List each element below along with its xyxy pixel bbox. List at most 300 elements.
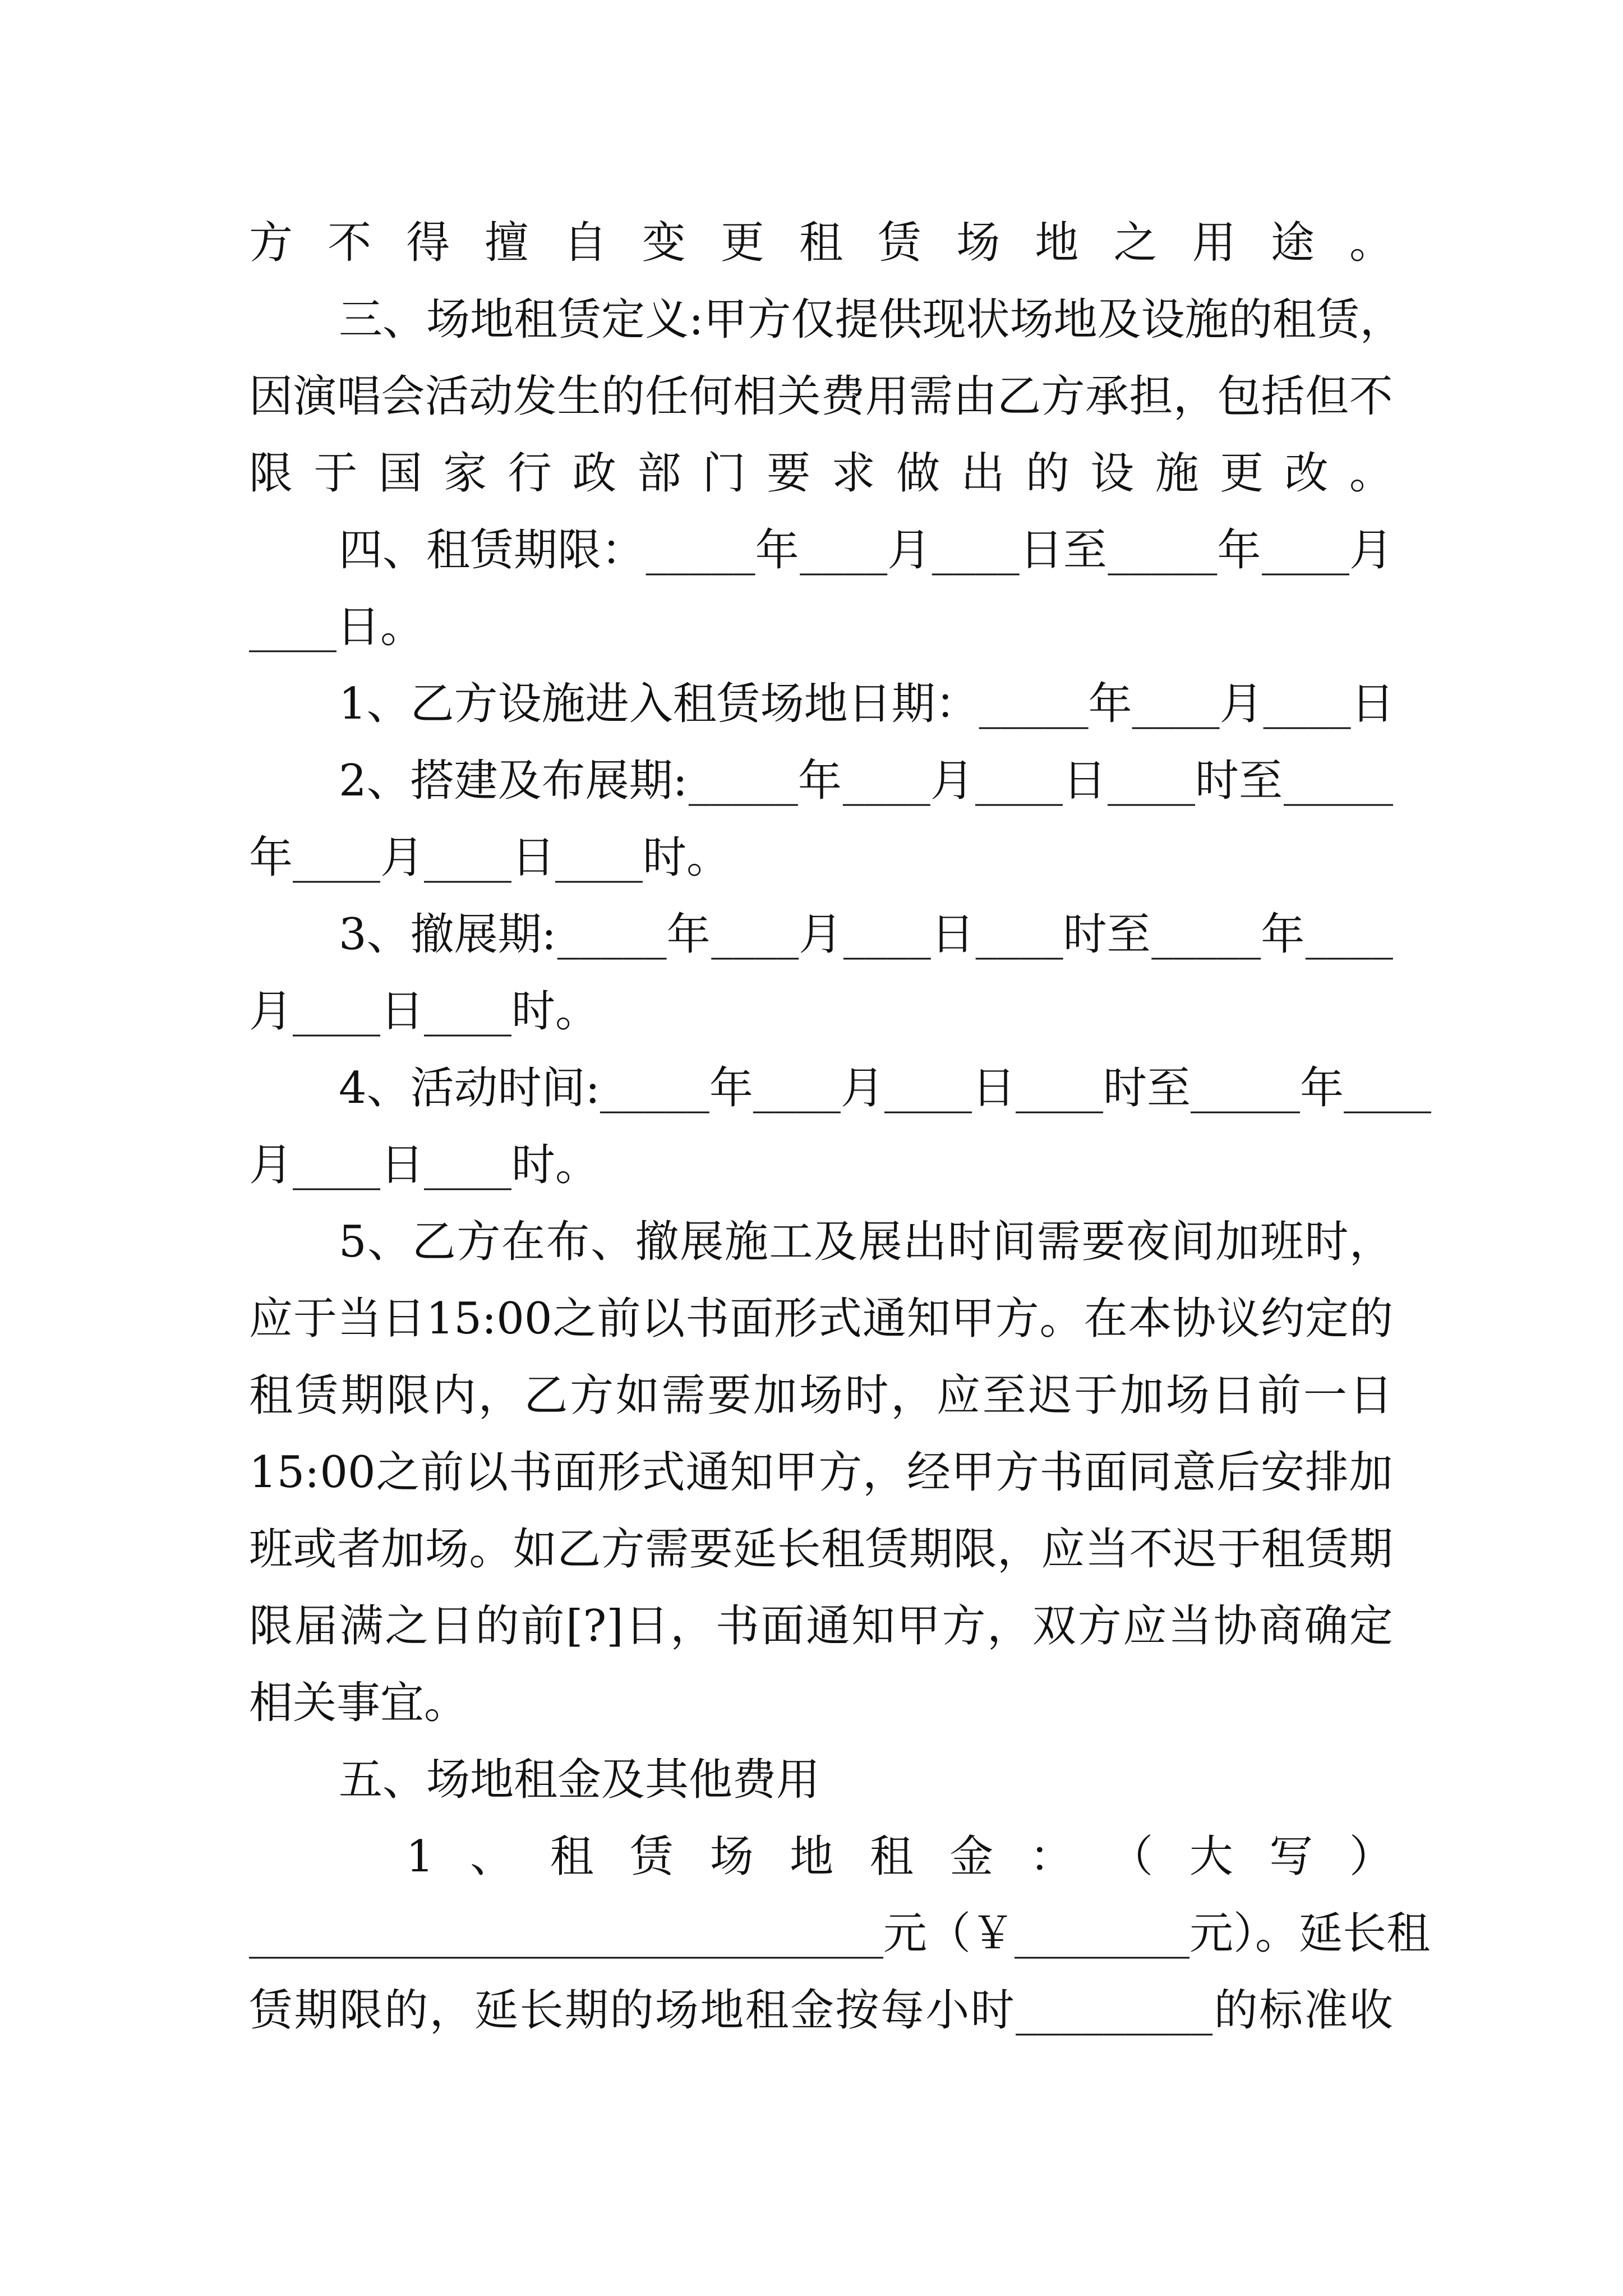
text-segment: 后 bbox=[1216, 1447, 1261, 1498]
text-segment: 式 bbox=[818, 1294, 862, 1344]
text-segment: 于 bbox=[293, 1294, 337, 1344]
text-segment: 赁 bbox=[249, 1985, 293, 2036]
text-segment: 需 bbox=[1036, 1217, 1081, 1267]
text-segment: _____________________________元（￥________元）。延长租 bbox=[249, 1908, 1431, 1959]
text-segment: 协 bbox=[1213, 1601, 1257, 1651]
text-segment: 长 bbox=[519, 1985, 564, 2036]
text-segment: 政 bbox=[573, 448, 617, 499]
text-segment: 方 bbox=[570, 1370, 614, 1421]
text-segment: 1 bbox=[406, 1832, 434, 1882]
text-segment: [?] bbox=[566, 1601, 624, 1651]
text-segment: 部 bbox=[637, 448, 681, 499]
text-segment: 生 bbox=[557, 371, 601, 422]
text-segment: 租 bbox=[1261, 1524, 1305, 1575]
text-segment: 设 bbox=[1141, 295, 1185, 345]
text-segment: 通 bbox=[862, 1294, 906, 1344]
text-segment: 期 bbox=[340, 1370, 385, 1421]
text-segment: 5 bbox=[339, 1217, 367, 1267]
text-segment: 赁 bbox=[865, 1524, 909, 1575]
text-segment: ， bbox=[997, 1524, 1041, 1575]
text-segment: 收 bbox=[1349, 1985, 1393, 2036]
text-segment: 不 bbox=[328, 218, 372, 268]
text-segment: 限 bbox=[386, 1370, 431, 1421]
text-segment: 准 bbox=[1304, 1985, 1348, 2036]
text-segment: 当 bbox=[1085, 1524, 1129, 1575]
text-segment: 场 bbox=[425, 1524, 469, 1575]
text-line-24 bbox=[249, 1972, 1393, 2049]
text-segment: 。 bbox=[469, 1524, 513, 1575]
text-segment: _____年 bbox=[1108, 525, 1261, 576]
text-segment: 更 bbox=[720, 218, 764, 268]
text-line-6 bbox=[249, 589, 1393, 665]
text-segment: 相 bbox=[733, 371, 777, 422]
text-segment: 需 bbox=[909, 371, 953, 422]
text-segment: ， bbox=[1173, 371, 1217, 422]
text-segment: 前 bbox=[520, 1601, 565, 1651]
text-segment: 不 bbox=[1349, 371, 1393, 422]
text-segment: 方 bbox=[747, 295, 791, 345]
text-segment: 定 bbox=[1305, 1294, 1349, 1344]
text-segment: 在 bbox=[501, 1217, 545, 1267]
text-segment: 书 bbox=[715, 1601, 759, 1651]
text-segment: 排 bbox=[1304, 1447, 1349, 1498]
text-segment: ____ bbox=[1343, 1063, 1431, 1114]
text-segment: ， bbox=[1359, 295, 1404, 345]
text-segment: 约 bbox=[1261, 1294, 1305, 1344]
text-segment: 发 bbox=[513, 371, 557, 422]
text-segment: 年____月____日____时。 bbox=[249, 832, 731, 883]
text-segment: 满 bbox=[339, 1601, 384, 1651]
text-segment: 承 bbox=[1085, 371, 1129, 422]
text-segment: 1、乙方设施进入租赁场地日期： bbox=[339, 679, 979, 729]
text-segment: 甲 bbox=[951, 1294, 995, 1344]
text-segment: 及 bbox=[813, 1217, 857, 1267]
text-segment: 方 bbox=[818, 1447, 863, 1498]
text-segment: 得 bbox=[406, 218, 450, 268]
text-segment: 的 bbox=[610, 1985, 654, 2036]
text-segment: 金 bbox=[790, 1985, 834, 2036]
text-segment: 五、场地租金及其他费用 bbox=[339, 1755, 820, 1805]
text-segment: ， bbox=[1349, 1217, 1393, 1267]
text-segment: ， bbox=[429, 1985, 473, 2036]
text-segment: 要 bbox=[689, 1524, 733, 1575]
text-segment: 期 bbox=[1349, 1524, 1393, 1575]
text-segment: ， bbox=[987, 1601, 1031, 1651]
text-segment: 安 bbox=[1261, 1447, 1305, 1498]
text-segment: 应 bbox=[937, 1370, 981, 1421]
text-segment: 如 bbox=[615, 1370, 660, 1421]
text-segment: 大 bbox=[1189, 1832, 1233, 1882]
text-segment: 长 bbox=[777, 1524, 821, 1575]
text-segment: 行 bbox=[508, 448, 552, 499]
text-segment: 、 bbox=[367, 1217, 412, 1267]
text-segment: 夜 bbox=[1126, 1217, 1170, 1267]
text-segment: 本 bbox=[1128, 1294, 1172, 1344]
text-line-22 bbox=[406, 1819, 1393, 1895]
text-segment: 当 bbox=[337, 1294, 381, 1344]
text-segment: 三 bbox=[339, 295, 383, 345]
text-segment: : bbox=[689, 295, 704, 345]
text-segment: 、 bbox=[470, 1832, 514, 1882]
text-segment: 义 bbox=[645, 295, 689, 345]
text-segment: ____月 bbox=[842, 756, 974, 806]
text-segment: 的 bbox=[475, 1601, 519, 1651]
text-segment: 施 bbox=[1155, 448, 1199, 499]
text-segment: 延 bbox=[733, 1524, 777, 1575]
text-segment: 由 bbox=[953, 371, 997, 422]
text-segment: 小 bbox=[925, 1985, 970, 2036]
text-segment: 通 bbox=[806, 1601, 850, 1651]
text-segment: 时 bbox=[970, 1985, 1015, 2036]
text-segment: 供 bbox=[878, 295, 923, 345]
text-segment: （ bbox=[1109, 1832, 1154, 1882]
text-segment: 日 bbox=[1349, 1370, 1393, 1421]
text-segment: 迟 bbox=[1028, 1370, 1072, 1421]
text-segment: 于 bbox=[1074, 1370, 1118, 1421]
text-segment: 甲 bbox=[774, 1447, 818, 1498]
text-segment: 租 bbox=[745, 1985, 789, 2036]
text-segment: 任 bbox=[645, 371, 689, 422]
text-segment: 迟 bbox=[1173, 1524, 1217, 1575]
text-segment: 的 bbox=[1349, 1294, 1393, 1344]
text-segment: 月____日____时。 bbox=[249, 986, 600, 1037]
text-segment: 班 bbox=[249, 1524, 293, 1575]
text-segment: 甲 bbox=[896, 1601, 940, 1651]
text-segment: 施 bbox=[724, 1217, 768, 1267]
text-segment: 变 bbox=[642, 218, 686, 268]
text-segment: 前 bbox=[420, 1447, 464, 1498]
text-segment: 加 bbox=[381, 1524, 425, 1575]
text-segment: 如 bbox=[513, 1524, 557, 1575]
text-segment: 之 bbox=[1113, 218, 1158, 268]
text-segment: 方 bbox=[995, 1294, 1039, 1344]
text-segment: 布 bbox=[546, 1217, 590, 1267]
text-segment: 方 bbox=[942, 1601, 986, 1651]
text-segment: 每 bbox=[880, 1985, 924, 2036]
text-line-17 bbox=[249, 1434, 1393, 1511]
text-line-18 bbox=[249, 1511, 1393, 1588]
text-segment: 届 bbox=[294, 1601, 338, 1651]
text-segment: 需 bbox=[645, 1524, 689, 1575]
text-segment: 标 bbox=[1259, 1985, 1303, 2036]
text-segment: 同 bbox=[1128, 1447, 1172, 1498]
text-segment: 意 bbox=[1172, 1447, 1216, 1498]
text-segment: _____年 bbox=[1190, 1063, 1344, 1114]
text-segment: 4、活动时间: bbox=[339, 1063, 600, 1114]
text-segment: 地 bbox=[1053, 295, 1098, 345]
text-segment: _____年 bbox=[688, 756, 842, 806]
text-line-13 bbox=[249, 1127, 1393, 1203]
text-segment: ： bbox=[1029, 1832, 1073, 1882]
text-segment: 。 bbox=[1349, 218, 1393, 268]
text-segment: 至 bbox=[982, 1370, 1026, 1421]
text-segment: 唱 bbox=[336, 371, 381, 422]
text-segment: 展 bbox=[680, 1217, 724, 1267]
text-segment: 甲 bbox=[703, 295, 748, 345]
text-segment: ， bbox=[891, 1370, 935, 1421]
text-segment: 方 bbox=[995, 1447, 1039, 1498]
text-segment: 2、搭建及布展期: bbox=[339, 756, 688, 806]
text-segment: 乙 bbox=[524, 1370, 568, 1421]
text-segment: ____日 bbox=[884, 1063, 1016, 1114]
text-segment: 更 bbox=[1220, 448, 1264, 499]
text-segment: 求 bbox=[831, 448, 875, 499]
text-segment: 动 bbox=[469, 371, 513, 422]
text-segment: 00 bbox=[320, 1447, 376, 1498]
text-segment: 形 bbox=[597, 1447, 641, 1498]
text-segment: 方 bbox=[457, 1217, 501, 1267]
text-segment: 四、租赁期限： bbox=[339, 525, 645, 576]
text-line-9 bbox=[249, 820, 1393, 896]
text-segment: 仅 bbox=[791, 295, 835, 345]
text-segment: _________ bbox=[1016, 1985, 1213, 2036]
text-segment: 于 bbox=[313, 448, 358, 499]
text-segment: 要 bbox=[767, 448, 811, 499]
text-segment: 赁 bbox=[294, 1370, 339, 1421]
text-segment: 前 bbox=[1257, 1370, 1302, 1421]
text-segment: ____日 bbox=[975, 756, 1106, 806]
text-segment: 的 bbox=[1214, 1985, 1258, 2036]
text-segment: 租 bbox=[799, 218, 843, 268]
text-segment: 书 bbox=[1039, 1447, 1083, 1498]
text-segment: 在 bbox=[1083, 1294, 1128, 1344]
text-segment: 间 bbox=[992, 1217, 1036, 1267]
text-segment: 做 bbox=[896, 448, 940, 499]
text-segment: 知 bbox=[906, 1294, 951, 1344]
text-segment: 面 bbox=[553, 1447, 597, 1498]
text-segment: 乙 bbox=[557, 1524, 601, 1575]
text-line-15 bbox=[249, 1281, 1393, 1357]
text-segment: 面 bbox=[730, 1294, 774, 1344]
text-line-21 bbox=[339, 1742, 1393, 1818]
text-segment: 赁 bbox=[878, 218, 922, 268]
text-segment: 面 bbox=[1083, 1447, 1128, 1498]
text-segment: 间 bbox=[1170, 1217, 1215, 1267]
text-segment: 演 bbox=[293, 371, 337, 422]
text-segment: ____月 bbox=[753, 1063, 884, 1114]
text-segment: _____ bbox=[1283, 756, 1393, 806]
text-segment: 期 bbox=[294, 1985, 338, 2036]
text-line-3 bbox=[249, 358, 1393, 435]
text-segment: 知 bbox=[730, 1447, 774, 1498]
text-segment: 应 bbox=[249, 1294, 293, 1344]
text-segment: ____月 bbox=[711, 909, 843, 960]
text-line-14 bbox=[339, 1204, 1393, 1280]
text-line-5 bbox=[339, 512, 1393, 588]
text-segment: 、 bbox=[382, 295, 427, 345]
text-segment: 地 bbox=[790, 1832, 834, 1882]
text-segment: 用 bbox=[865, 371, 909, 422]
text-line-16 bbox=[249, 1358, 1393, 1434]
text-segment: 。 bbox=[1349, 448, 1393, 499]
text-segment: 时 bbox=[845, 1370, 889, 1421]
text-segment: 租 bbox=[550, 1832, 594, 1882]
text-segment: 场 bbox=[956, 218, 1000, 268]
text-segment: 。 bbox=[1039, 1294, 1083, 1344]
text-segment: 前 bbox=[597, 1294, 641, 1344]
text-segment: 赁 bbox=[1316, 295, 1360, 345]
text-segment: 租 bbox=[869, 1832, 914, 1882]
text-segment: 赁 bbox=[557, 295, 602, 345]
text-segment: 按 bbox=[835, 1985, 879, 2036]
text-segment: 方 bbox=[601, 1524, 645, 1575]
text-segment: 地 bbox=[1035, 218, 1079, 268]
text-segment: 现 bbox=[922, 295, 966, 345]
text-segment: ____ bbox=[1305, 909, 1393, 960]
text-segment: 展 bbox=[858, 1217, 902, 1267]
text-segment: 期 bbox=[909, 1524, 953, 1575]
text-segment: 地 bbox=[700, 1985, 744, 2036]
text-segment: 限 bbox=[953, 1524, 997, 1575]
text-segment: 面 bbox=[760, 1601, 805, 1651]
text-segment: 写 bbox=[1269, 1832, 1313, 1882]
text-segment: 不 bbox=[1129, 1524, 1173, 1575]
text-segment: 加 bbox=[753, 1370, 797, 1421]
text-segment: 3、撤展期: bbox=[339, 909, 556, 960]
text-segment: 费 bbox=[821, 371, 865, 422]
text-segment: 15:00 bbox=[426, 1294, 552, 1344]
text-segment: 的 bbox=[384, 1985, 428, 2036]
text-segment: 门 bbox=[702, 448, 746, 499]
text-segment: ____日。 bbox=[249, 602, 425, 652]
text-segment: 当 bbox=[1168, 1601, 1212, 1651]
text-segment: 但 bbox=[1305, 371, 1349, 422]
text-segment: 租 bbox=[821, 1524, 865, 1575]
text-segment: 定 bbox=[1349, 1601, 1393, 1651]
text-segment: 方 bbox=[1077, 1601, 1122, 1651]
text-segment: 场 bbox=[1009, 295, 1054, 345]
text-segment: 提 bbox=[834, 295, 879, 345]
text-segment: 出 bbox=[961, 448, 1005, 499]
text-segment: 或 bbox=[293, 1524, 337, 1575]
text-segment: _____年 bbox=[979, 679, 1132, 729]
text-segment: 协 bbox=[1172, 1294, 1216, 1344]
text-segment: 的 bbox=[1025, 448, 1069, 499]
text-line-12 bbox=[339, 1050, 1431, 1126]
text-segment: 自 bbox=[563, 218, 607, 268]
text-segment: 活 bbox=[425, 371, 469, 422]
text-segment: 限 bbox=[249, 1601, 293, 1651]
text-segment: _____年 bbox=[645, 525, 799, 576]
text-segment: 时 bbox=[947, 1217, 992, 1267]
text-segment: ____日 bbox=[1263, 679, 1395, 729]
text-segment: ____日至 bbox=[932, 525, 1107, 576]
text-segment: 定 bbox=[601, 295, 645, 345]
text-segment: 会 bbox=[381, 371, 425, 422]
text-segment: 途 bbox=[1270, 218, 1315, 268]
text-segment: ____时至 bbox=[975, 909, 1151, 960]
text-segment: 金 bbox=[949, 1832, 994, 1882]
text-segment: ， bbox=[863, 1447, 907, 1498]
text-segment: 乙 bbox=[997, 371, 1041, 422]
text-segment: 方 bbox=[1041, 371, 1085, 422]
text-segment: ____月 bbox=[1261, 525, 1393, 576]
text-segment: 议 bbox=[1216, 1294, 1261, 1344]
text-segment: 应 bbox=[1041, 1524, 1085, 1575]
text-segment: 书 bbox=[509, 1447, 553, 1498]
text-segment: 之 bbox=[552, 1294, 597, 1344]
text-segment: 方 bbox=[249, 218, 293, 268]
text-segment: ） bbox=[1349, 1832, 1393, 1882]
text-line-4 bbox=[249, 435, 1393, 512]
text-segment: 月____日____时。 bbox=[249, 1140, 600, 1190]
text-segment: ____日 bbox=[843, 909, 975, 960]
text-segment: 改 bbox=[1284, 448, 1329, 499]
text-segment: 出 bbox=[903, 1217, 947, 1267]
text-segment: 书 bbox=[685, 1294, 730, 1344]
text-segment: 括 bbox=[1261, 371, 1305, 422]
text-segment: 双 bbox=[1032, 1601, 1076, 1651]
text-segment: 赁 bbox=[630, 1832, 674, 1882]
text-segment: 确 bbox=[1304, 1601, 1348, 1651]
text-segment: 状 bbox=[966, 295, 1010, 345]
text-segment: 15: bbox=[249, 1447, 320, 1498]
text-segment: 因 bbox=[249, 371, 293, 422]
text-segment: 知 bbox=[851, 1601, 896, 1651]
text-segment: 场 bbox=[426, 295, 471, 345]
text-segment: 日 bbox=[381, 1294, 426, 1344]
text-segment: 场 bbox=[799, 1370, 843, 1421]
text-segment: 形 bbox=[774, 1294, 818, 1344]
text-line-7 bbox=[339, 666, 1393, 742]
text-segment: 于 bbox=[1217, 1524, 1261, 1575]
text-segment: _____年 bbox=[600, 1063, 753, 1114]
text-segment: 相关事宜。 bbox=[249, 1678, 468, 1728]
text-segment: 租 bbox=[249, 1370, 293, 1421]
text-segment: 者 bbox=[336, 1524, 381, 1575]
text-segment: 班 bbox=[1260, 1217, 1304, 1267]
text-segment: 期 bbox=[564, 1985, 608, 2036]
text-segment: 的 bbox=[601, 371, 645, 422]
text-segment: 施 bbox=[1184, 295, 1229, 345]
text-segment: 延 bbox=[474, 1985, 519, 2036]
text-segment: 场 bbox=[1165, 1370, 1210, 1421]
text-segment: 需 bbox=[661, 1370, 706, 1421]
text-line-2 bbox=[339, 282, 1404, 358]
text-line-20 bbox=[249, 1665, 1393, 1741]
text-segment: 关 bbox=[777, 371, 821, 422]
text-segment: 赁 bbox=[1305, 1524, 1349, 1575]
text-segment: ____时至 bbox=[1015, 1063, 1191, 1114]
text-segment: 一 bbox=[1303, 1370, 1347, 1421]
text-segment: 加 bbox=[1349, 1447, 1393, 1498]
text-segment: ， bbox=[478, 1370, 522, 1421]
text-segment: 经 bbox=[907, 1447, 951, 1498]
text-segment: 通 bbox=[685, 1447, 730, 1498]
text-segment: 及 bbox=[1097, 295, 1141, 345]
text-segment: 租 bbox=[1272, 295, 1316, 345]
text-segment: ____月 bbox=[1132, 679, 1264, 729]
text-segment: ____月 bbox=[800, 525, 932, 576]
text-line-11 bbox=[249, 973, 1393, 1050]
text-segment: 国 bbox=[378, 448, 422, 499]
text-segment: 加 bbox=[1119, 1370, 1164, 1421]
text-segment: 日 bbox=[430, 1601, 474, 1651]
text-segment: 包 bbox=[1217, 371, 1261, 422]
text-segment: 商 bbox=[1258, 1601, 1303, 1651]
text-segment: 限 bbox=[249, 448, 293, 499]
text-segment: 日 bbox=[1211, 1370, 1256, 1421]
text-segment: 甲 bbox=[951, 1447, 995, 1498]
text-line-1 bbox=[249, 205, 1393, 281]
text-segment: 何 bbox=[689, 371, 733, 422]
text-segment: 家 bbox=[443, 448, 487, 499]
text-segment: 担 bbox=[1129, 371, 1173, 422]
text-line-23 bbox=[249, 1895, 1431, 1972]
text-segment: 撤 bbox=[635, 1217, 679, 1267]
text-segment: 、 bbox=[591, 1217, 635, 1267]
text-segment: 场 bbox=[654, 1985, 699, 2036]
